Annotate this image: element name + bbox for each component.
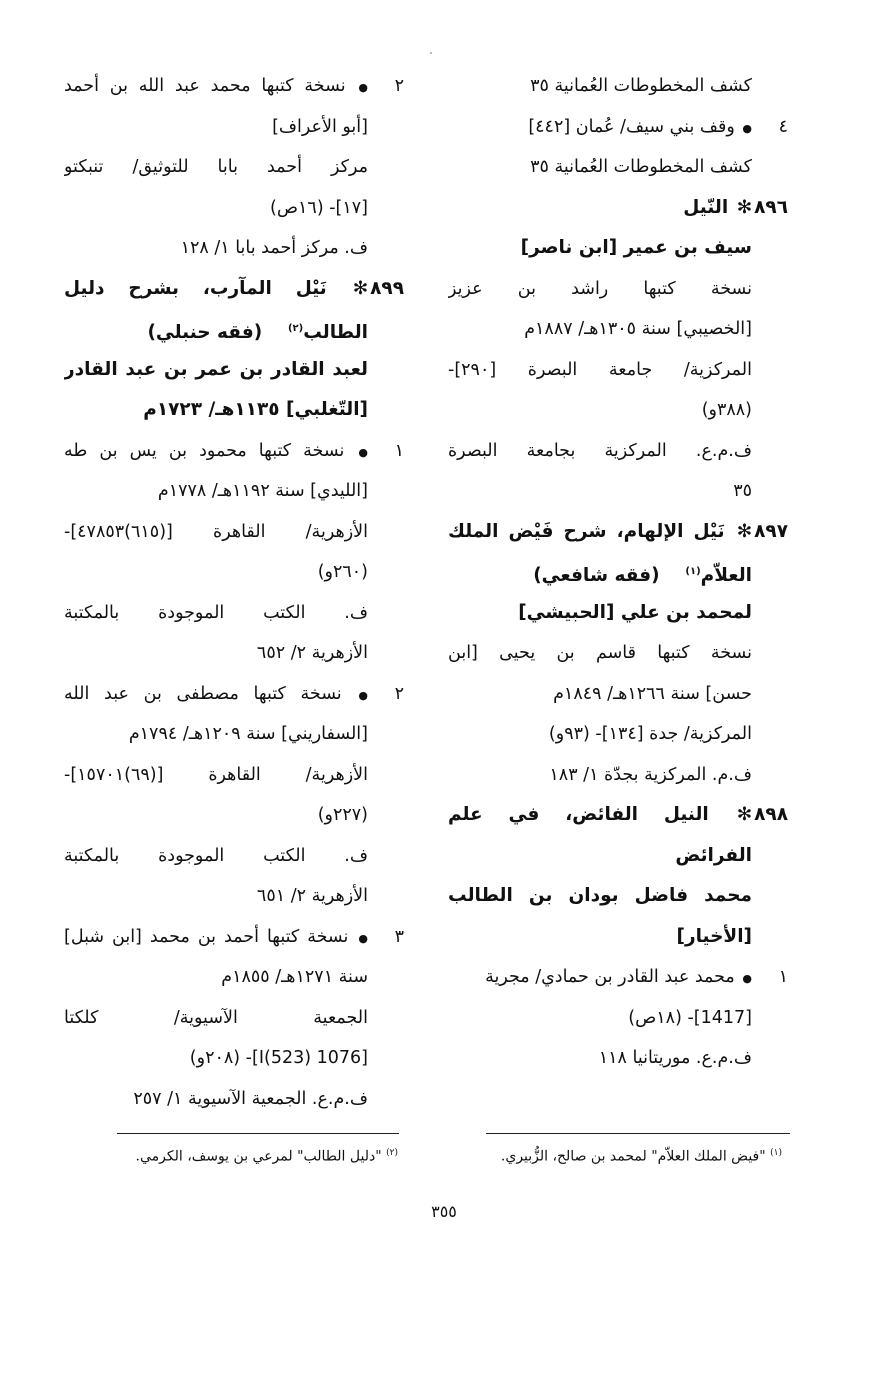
- text-line: [448, 714, 788, 755]
- text-line: [64, 836, 404, 877]
- line-text: محمد عبد القادر بن حمادي/ مجرية: [485, 967, 735, 987]
- text-line: [448, 998, 788, 1039]
- line-text: الأزهرية ٢/ ٦٥١: [256, 886, 368, 906]
- text-line: [64, 228, 404, 269]
- text-line: [64, 309, 404, 350]
- text-line: [64, 188, 404, 229]
- entry-number: ٨٩٨: [754, 804, 788, 825]
- scan-speck: [430, 52, 432, 54]
- text-line: [64, 917, 404, 958]
- item-number: ٢: [394, 683, 404, 704]
- line-text: النّيل: [683, 196, 729, 218]
- line-text: كشف المخطوطات العُمانية ٣٥: [530, 157, 752, 177]
- text-line: [448, 350, 788, 391]
- text-line: [64, 795, 404, 836]
- text-line: [64, 1079, 404, 1120]
- line-text: (٢٦٠و): [317, 562, 368, 582]
- text-line: [448, 269, 788, 310]
- footnote-mark: (١): [770, 1148, 782, 1158]
- text-line: [64, 1038, 404, 1079]
- footnote-ref: (١): [685, 566, 701, 577]
- line-text: [الأخيار]: [676, 925, 752, 947]
- text-line: [448, 431, 788, 472]
- text-line: [448, 957, 788, 998]
- line-text: نَيْل المآرب، بشرح دليل: [64, 277, 327, 299]
- line-text: [السفاريني] سنة ١٢٠٩هـ/ ١٧٩٤م: [128, 724, 368, 744]
- text-line: [448, 147, 788, 188]
- text-line: [448, 471, 788, 512]
- line-text: الأزهرية/ القاهرة [(٦١٥)٤٧٨٥٣]-: [64, 521, 368, 542]
- entry-number: ٨٩٩: [370, 277, 404, 299]
- text-line: [448, 309, 788, 350]
- item-number: ١: [394, 440, 404, 461]
- text-line: [448, 674, 788, 715]
- right-column: [448, 66, 788, 1079]
- text-line: [448, 836, 788, 877]
- text-line: [64, 107, 404, 148]
- line-text: [أبو الأعراف]: [272, 116, 368, 137]
- text-line: [64, 512, 404, 553]
- line-text: ف.م.ع. المركزية بجامعة البصرة: [448, 440, 752, 461]
- line-text: سنة ١٢٧١هـ/ ١٨٥٥م: [221, 967, 368, 987]
- text-line: [448, 876, 788, 917]
- footnote-text: "دليل الطالب" لمرعي بن يوسف، الكرمي.: [135, 1148, 382, 1165]
- text-line: [64, 633, 404, 674]
- text-line: [64, 552, 404, 593]
- text-line: [64, 755, 404, 796]
- line-text: وقف بني سيف/ عُمان [٤٤٢]: [528, 116, 735, 137]
- footnote-rule-right: [486, 1133, 790, 1134]
- line-text: العلاّم: [700, 565, 752, 587]
- line-text: [١٧]- (١٦ص): [270, 197, 368, 218]
- page-number: ٣٥٥: [431, 1202, 457, 1221]
- text-line: [64, 390, 404, 431]
- line-text: [1417]- (١٨ص): [628, 1007, 752, 1028]
- text-line: [448, 66, 788, 107]
- text-line: [448, 1038, 788, 1079]
- footnote-mark: (٢): [386, 1148, 398, 1158]
- text-line: [448, 107, 788, 148]
- line-text: محمد فاضل بودان بن الطالب: [448, 885, 752, 906]
- line-text: ف.م.ع. الجمعية الآسيوية ١/ ٢٥٧: [133, 1088, 368, 1109]
- line-text: نسخة كتبها محمود بن يس بن طه: [64, 440, 345, 461]
- bullet-icon: ●: [742, 121, 752, 135]
- item-number: ٤: [778, 116, 788, 137]
- line-text: الأزهرية ٢/ ٦٥٢: [256, 643, 368, 663]
- line-text: ٣٥: [733, 481, 752, 501]
- bullet-icon: ●: [358, 81, 368, 94]
- text-line: [448, 390, 788, 431]
- line-text: ف.م.ع. موريتانيا ١١٨: [598, 1048, 752, 1068]
- line-text: الطالب: [303, 322, 368, 344]
- text-line: [448, 755, 788, 796]
- text-line: [64, 593, 404, 634]
- text-line: [448, 593, 788, 634]
- line-text: نسخة كتبها أحمد بن محمد [ابن شبل]: [64, 926, 349, 947]
- subject-tag: (فقه شافعي): [533, 565, 660, 587]
- text-line: [64, 471, 404, 512]
- entry-number: ٨٩٦: [754, 196, 788, 218]
- text-line: [448, 633, 788, 674]
- line-text: النيل الفائض، في علم: [448, 804, 709, 825]
- text-line: [64, 714, 404, 755]
- footnote-left: [136, 1148, 398, 1165]
- entry-star-icon: ✻: [736, 196, 753, 218]
- line-text: نسخة كتبها مصطفى بن عبد الله: [64, 683, 342, 704]
- line-text: [الليدي] سنة ١١٩٢هـ/ ١٧٧٨م: [157, 481, 368, 501]
- text-line: [64, 998, 404, 1039]
- line-text: نسخة كتبها قاسم بن يحيى [ابن: [448, 643, 752, 663]
- line-text: ف. الكتب الموجودة بالمكتبة: [64, 845, 368, 866]
- line-text: حسن] سنة ١٢٦٦هـ/ ١٨٤٩م: [553, 683, 752, 704]
- footnote-ref: (٢): [287, 323, 304, 334]
- left-column: [64, 66, 404, 1119]
- entry-star-icon: ✻: [352, 277, 369, 299]
- entry-number: ٨٩٧: [754, 520, 788, 542]
- text-line: [64, 269, 404, 310]
- bullet-icon: ●: [358, 445, 368, 459]
- line-text: نسخة كتبها محمد عبد الله بن أحمد: [64, 76, 346, 96]
- subject-tag: (فقه حنبلي): [147, 322, 263, 344]
- line-text: [التّغلبي] ١١٣٥هـ/ ١٧٢٣م: [143, 399, 368, 420]
- line-text: لمحمد بن علي [الحبيشي]: [518, 601, 752, 623]
- item-number: ٣: [394, 926, 404, 947]
- line-text: ف. مركز أحمد بابا ١/ ١٢٨: [180, 238, 368, 258]
- text-line: [64, 674, 404, 715]
- text-line: [448, 795, 788, 836]
- line-text: مركز أحمد بابا للتوثيق/ تنبكتو: [64, 157, 368, 177]
- text-line: [64, 957, 404, 998]
- text-line: [448, 188, 788, 229]
- line-text: سيف بن عمير [ابن ناصر]: [520, 237, 752, 258]
- line-text: لعبد القادر بن عمر بن عبد القادر: [64, 358, 368, 380]
- line-text: الفرائض: [675, 844, 752, 866]
- text-line: [64, 876, 404, 917]
- footnote-text: "فيض الملك العلاّم" لمحمد بن صالح، الزُّبيري.: [500, 1148, 766, 1165]
- line-text: ف.م. المركزية بجدّة ١/ ١٨٣: [549, 764, 752, 785]
- line-text: نَيْل الإلهام، شرح فَيْض الملك: [448, 520, 725, 542]
- text-line: [448, 552, 788, 593]
- line-text: (٣٨٨و): [701, 400, 752, 420]
- text-line: [64, 350, 404, 391]
- line-text: [الخصيبي] سنة ١٣٠٥هـ/ ١٨٨٧م: [524, 319, 752, 339]
- item-number: ١: [778, 967, 788, 987]
- text-line: [448, 917, 788, 958]
- text-line: [64, 147, 404, 188]
- text-line: [448, 512, 788, 553]
- bullet-icon: ●: [358, 931, 368, 945]
- bullet-icon: ●: [742, 972, 752, 985]
- line-text: المركزية/ جدة [١٣٤]- (٩٣و): [548, 724, 752, 744]
- text-line: [64, 66, 404, 107]
- line-text: (٢٢٧و): [317, 805, 368, 825]
- footnote-right: [501, 1148, 782, 1165]
- text-line: [64, 431, 404, 472]
- line-text: الأزهرية/ القاهرة [(٦٩)١٥٧٠١]-: [64, 764, 368, 785]
- line-text: ف. الكتب الموجودة بالمكتبة: [64, 602, 368, 623]
- text-line: [448, 228, 788, 269]
- item-number: ٢: [394, 76, 404, 96]
- line-text: الجمعية الآسيوية/ كلكتا: [64, 1007, 368, 1028]
- entry-star-icon: ✻: [736, 520, 753, 542]
- line-text: [1076 I(523)]- (٢٠٨و): [189, 1048, 368, 1068]
- entry-star-icon: ✻: [736, 804, 753, 825]
- line-text: نسخة كتبها راشد بن عزيز: [448, 278, 752, 299]
- line-text: المركزية/ جامعة البصرة [٢٩٠]-: [448, 359, 752, 380]
- bullet-icon: ●: [358, 688, 368, 702]
- line-text: كشف المخطوطات العُمانية ٣٥: [530, 76, 752, 96]
- footnote-rule-left: [117, 1133, 399, 1134]
